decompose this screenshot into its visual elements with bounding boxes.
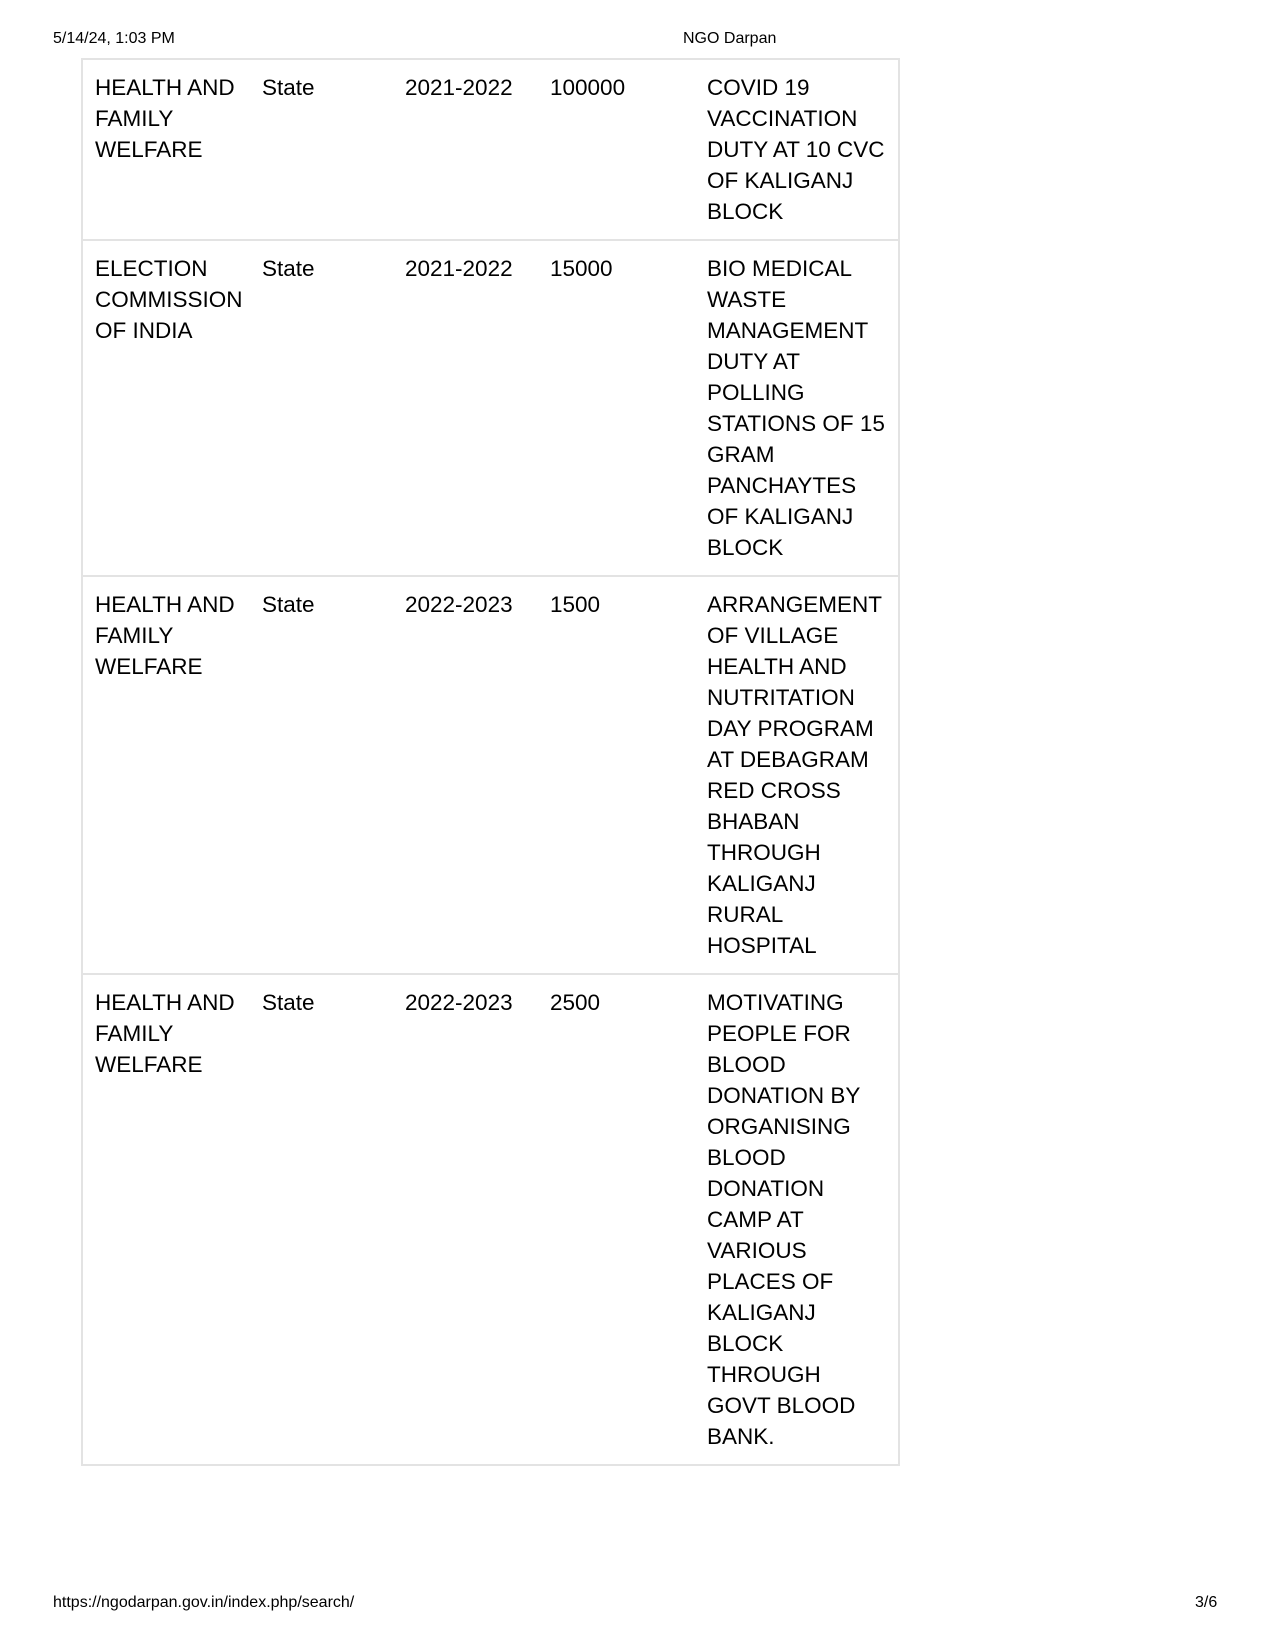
print-url: https://ngodarpan.gov.in/index.php/search/ bbox=[53, 1594, 355, 1611]
department-cell: HEALTH AND FAMILY WELFARE bbox=[82, 59, 250, 240]
year-cell: 2022-2023 bbox=[393, 974, 538, 1465]
level-cell: State bbox=[250, 576, 393, 974]
print-page-title: NGO Darpan bbox=[683, 30, 777, 47]
department-cell: ELECTION COMMISSION OF INDIA bbox=[82, 240, 250, 576]
table-row bbox=[82, 576, 899, 974]
purpose-cell: COVID 19 VACCINATION DUTY AT 10 CVC OF KALIGANJ BLOCK bbox=[695, 59, 899, 240]
table-row bbox=[82, 59, 899, 240]
page-number: 3/6 bbox=[1195, 1594, 1218, 1611]
department-cell: HEALTH AND FAMILY WELFARE bbox=[82, 974, 250, 1465]
table-row bbox=[82, 974, 899, 1465]
print-datetime: 5/14/24, 1:03 PM bbox=[53, 30, 175, 47]
level-cell: State bbox=[250, 59, 393, 240]
amount-cell: 100000 bbox=[538, 59, 695, 240]
year-cell: 2022-2023 bbox=[393, 576, 538, 974]
level-cell: State bbox=[250, 240, 393, 576]
year-cell: 2021-2022 bbox=[393, 59, 538, 240]
department-cell: HEALTH AND FAMILY WELFARE bbox=[82, 576, 250, 974]
amount-cell: 1500 bbox=[538, 576, 695, 974]
purpose-cell: MOTIVATING PEOPLE FOR BLOOD DONATION BY ORGANISING BLOOD DONATION CAMP AT VARIOUS PLACES OF KALIGANJ BLOCK THROUGH GOVT BLOOD BANK. bbox=[695, 974, 899, 1465]
level-cell: State bbox=[250, 974, 393, 1465]
amount-cell: 2500 bbox=[538, 974, 695, 1465]
grants-table bbox=[81, 58, 900, 1466]
purpose-cell: ARRANGEMENT OF VILLAGE HEALTH AND NUTRITATION DAY PROGRAM AT DEBAGRAM RED CROSS BHABAN THROUGH KALIGANJ RURAL HOSPITAL bbox=[695, 576, 899, 974]
year-cell: 2021-2022 bbox=[393, 240, 538, 576]
table-row bbox=[82, 240, 899, 576]
purpose-cell: BIO MEDICAL WASTE MANAGEMENT DUTY AT POLLING STATIONS OF 15 GRAM PANCHAYTES OF KALIGANJ BLOCK bbox=[695, 240, 899, 576]
amount-cell: 15000 bbox=[538, 240, 695, 576]
